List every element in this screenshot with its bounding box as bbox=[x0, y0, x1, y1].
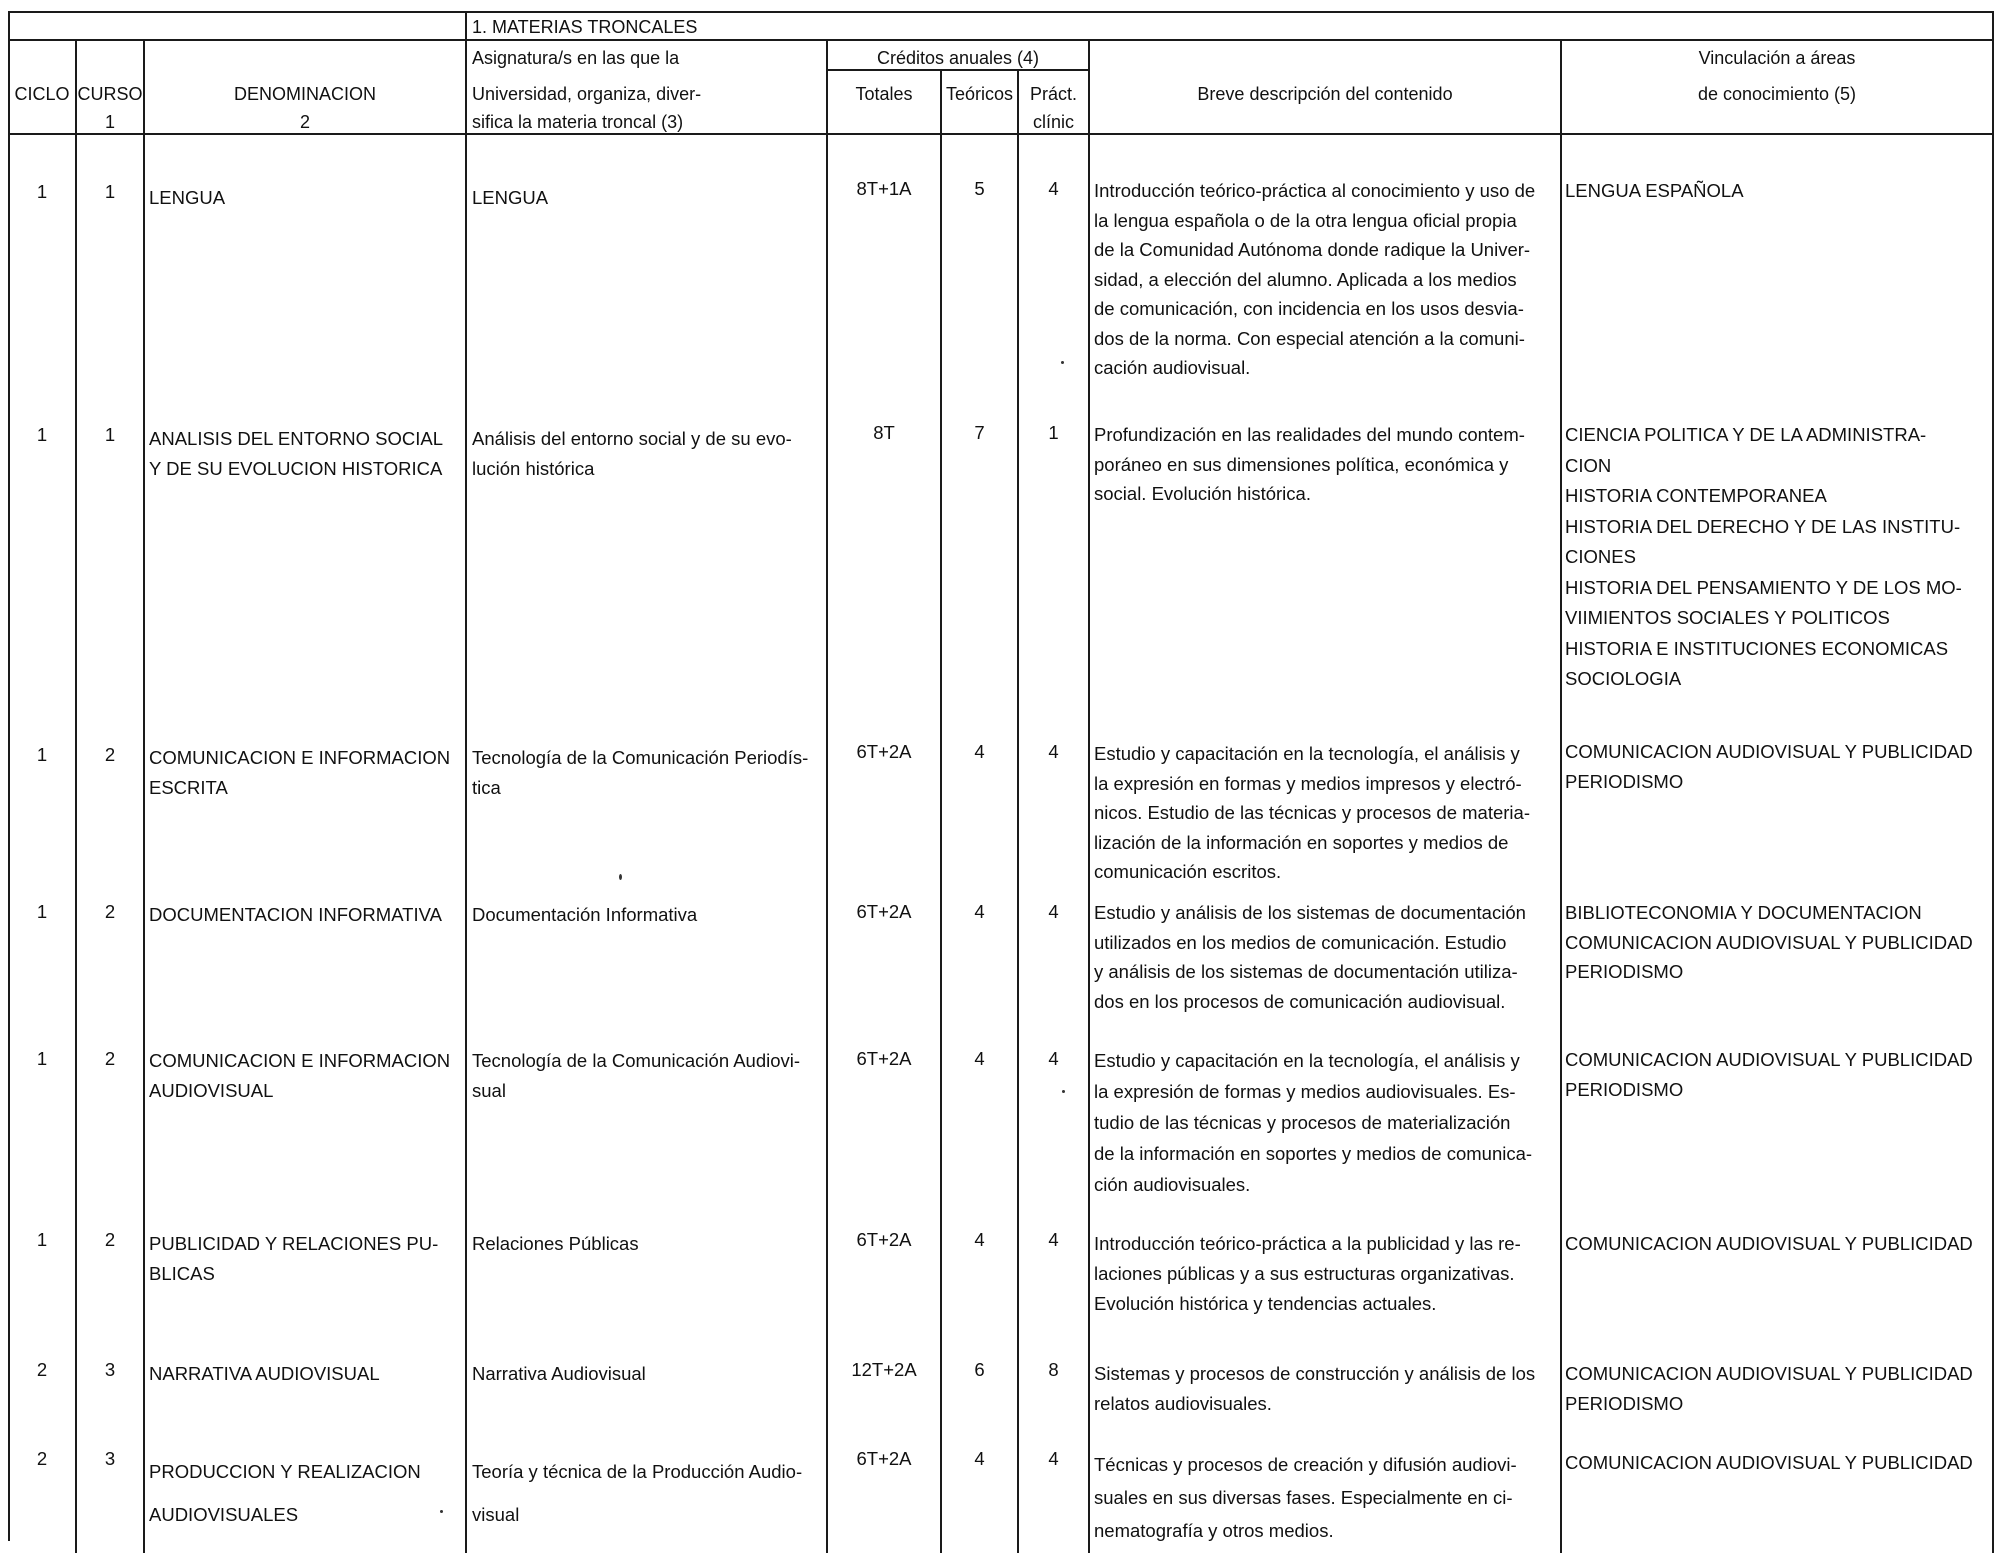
cell-descripcion: Estudio y capacitación en la tecnología, el análisis y la expresión en formas y medios impresos y electró- nicos. Estudio de las técnicas y procesos de materia- lización de la información en soportes y medios de comunicación escritos. bbox=[1094, 743, 1530, 882]
header-teoricos: Teóricos bbox=[945, 84, 1014, 104]
cell-curso: 2 bbox=[104, 901, 116, 922]
cell-totales: 6T+2A bbox=[856, 1448, 912, 1469]
cell-areas: BIBLIOTECONOMIA Y DOCUMENTACION COMUNICACION AUDIOVISUAL Y PUBLICIDAD PERIODISMO bbox=[1565, 902, 1973, 982]
header-curso-number: 1 bbox=[104, 112, 115, 132]
header-ciclo: CICLO bbox=[14, 84, 70, 104]
title-row-divider bbox=[8, 39, 1993, 41]
cell-denominacion: COMUNICACION E INFORMACION AUDIOVISUAL bbox=[149, 1050, 451, 1101]
col-divider-teoricos bbox=[1017, 69, 1019, 1553]
header-vinculacion-line1: Vinculación a áreas bbox=[1698, 48, 1856, 68]
cell-areas: COMUNICACION AUDIOVISUAL Y PUBLICIDAD PERIODISMO bbox=[1565, 1049, 1973, 1100]
cell-asignatura: Tecnología de la Comunicación Audiovi- sual bbox=[472, 1050, 801, 1101]
col-divider-denominacion bbox=[465, 11, 467, 1553]
cell-asignatura: Relaciones Públicas bbox=[472, 1233, 639, 1254]
table-top-border bbox=[8, 11, 1993, 13]
cell-curso: 2 bbox=[104, 744, 116, 765]
header-asignatura-line3: sifica la materia troncal (3) bbox=[472, 112, 684, 132]
cell-ciclo: 2 bbox=[36, 1359, 48, 1380]
cell-asignatura: Documentación Informativa bbox=[472, 904, 698, 925]
cell-asignatura: Teoría y técnica de la Producción Audio- visual bbox=[472, 1461, 803, 1525]
cell-areas: COMUNICACION AUDIOVISUAL Y PUBLICIDAD bbox=[1565, 1233, 1973, 1254]
col-divider-asignatura bbox=[826, 39, 828, 1553]
cell-curso: 3 bbox=[104, 1448, 116, 1469]
cell-ciclo: 1 bbox=[36, 181, 48, 202]
cell-teoricos: 7 bbox=[974, 422, 985, 443]
cell-descripcion: Profundización en las realidades del mundo contem- poráneo en sus dimensiones política, económica y social. Evolución histórica. bbox=[1094, 424, 1525, 504]
cell-areas: COMUNICACION AUDIOVISUAL Y PUBLICIDAD bbox=[1565, 1452, 1973, 1473]
cell-teoricos: 4 bbox=[974, 1229, 985, 1250]
table-left-border bbox=[8, 11, 10, 1541]
cell-descripcion: Estudio y análisis de los sistemas de documentación utilizados en los medios de comunicación. Estudio y análisis de los sistemas de documentación utiliza- dos en los procesos de comunicación audiovisual. bbox=[1094, 902, 1526, 1012]
cell-curso: 1 bbox=[104, 181, 116, 202]
cell-practicos: 1 bbox=[1048, 422, 1059, 443]
cell-areas: CIENCIA POLITICA Y DE LA ADMINISTRA- CION HISTORIA CONTEMPORANEA HISTORIA DEL DERECHO Y DE LAS INSTITU- CIONES HISTORIA DEL PENSAMIENTO Y DE LOS MO- VIIMIENTOS SOCIALES Y POLITICOS HISTORIA E INSTITUCIONES ECONOMICAS SOCIOLOGIA bbox=[1565, 424, 1962, 689]
cell-ciclo: 1 bbox=[36, 744, 48, 765]
col-divider-descripcion bbox=[1560, 39, 1562, 1553]
cell-practicos: 4 bbox=[1048, 901, 1059, 922]
header-asignatura-line1: Asignatura/s en las que la bbox=[472, 48, 680, 68]
cell-descripcion: Sistemas y procesos de construcción y análisis de los relatos audiovisuales. bbox=[1094, 1363, 1536, 1414]
cell-teoricos: 4 bbox=[974, 901, 985, 922]
scan-speck bbox=[619, 874, 622, 880]
header-practicos-line1: Práct. bbox=[1029, 84, 1077, 104]
header-denominacion-number: 2 bbox=[299, 112, 310, 132]
header-creditos: Créditos anuales (4) bbox=[876, 48, 1040, 68]
cell-practicos: 4 bbox=[1048, 178, 1059, 199]
cell-ciclo: 2 bbox=[36, 1448, 48, 1469]
cell-teoricos: 5 bbox=[974, 178, 985, 199]
header-practicos-line2: clínic bbox=[1032, 112, 1074, 132]
cell-practicos: 4 bbox=[1048, 741, 1059, 762]
header-asignatura-line2: Universidad, organiza, diver- bbox=[472, 84, 702, 104]
header-totales: Totales bbox=[855, 84, 913, 104]
creditos-subheader-divider bbox=[826, 69, 1088, 71]
cell-ciclo: 1 bbox=[36, 1048, 48, 1069]
cell-denominacion: DOCUMENTACION INFORMATIVA bbox=[149, 904, 442, 925]
section-title: 1. MATERIAS TRONCALES bbox=[472, 17, 698, 37]
table-right-border bbox=[1992, 11, 1994, 1553]
cell-teoricos: 6 bbox=[974, 1359, 985, 1380]
cell-denominacion: ANALISIS DEL ENTORNO SOCIAL Y DE SU EVOLUCION HISTORICA bbox=[149, 428, 444, 479]
cell-teoricos: 4 bbox=[974, 1048, 985, 1069]
cell-denominacion: PUBLICIDAD Y RELACIONES PU- BLICAS bbox=[149, 1233, 439, 1284]
col-divider-ciclo bbox=[75, 39, 77, 1553]
scan-speck bbox=[1061, 361, 1064, 364]
cell-totales: 6T+2A bbox=[856, 741, 912, 762]
col-divider-curso bbox=[143, 39, 145, 1553]
cell-totales: 6T+2A bbox=[856, 901, 912, 922]
header-denominacion: DENOMINACION bbox=[233, 84, 376, 104]
cell-teoricos: 4 bbox=[974, 741, 985, 762]
cell-totales: 8T bbox=[873, 422, 895, 443]
cell-curso: 3 bbox=[104, 1359, 116, 1380]
cell-descripcion: Introducción teórico-práctica a la publicidad y las re- laciones públicas y a sus estructuras organizativas. Evolución histórica y tendencias actuales. bbox=[1094, 1233, 1521, 1314]
cell-practicos: 8 bbox=[1048, 1359, 1059, 1380]
header-bottom-border bbox=[8, 133, 1993, 135]
cell-curso: 2 bbox=[104, 1229, 116, 1250]
cell-ciclo: 1 bbox=[36, 1229, 48, 1250]
cell-areas: COMUNICACION AUDIOVISUAL Y PUBLICIDAD PERIODISMO bbox=[1565, 741, 1973, 792]
cell-asignatura: Narrativa Audiovisual bbox=[472, 1363, 646, 1384]
cell-practicos: 4 bbox=[1048, 1229, 1059, 1250]
header-vinculacion-line2: de conocimiento (5) bbox=[1697, 84, 1857, 104]
cell-curso: 1 bbox=[104, 424, 116, 445]
header-curso: CURSO bbox=[77, 84, 143, 104]
scan-speck bbox=[440, 1510, 443, 1513]
cell-asignatura: Análisis del entorno social y de su evo- lución histórica bbox=[472, 428, 792, 479]
cell-descripcion: Técnicas y procesos de creación y difusión audiovi- suales en sus diversas fases. Especialmente en ci- nematografía y otros medios. bbox=[1094, 1454, 1517, 1541]
col-divider-practicos bbox=[1088, 39, 1090, 1553]
cell-totales: 6T+2A bbox=[856, 1229, 912, 1250]
cell-descripcion: Introducción teórico-práctica al conocimiento y uso de la lengua española o de la otra lengua oficial propia de la Comunidad Autónoma donde radique la Univer- sidad, a elección del alumno. Aplicada a los medios de comunicación, con incidencia en los usos desvia- dos de la norma. Con especial atención a la comuni- cación audiovisual. bbox=[1094, 180, 1536, 378]
cell-totales: 12T+2A bbox=[851, 1359, 917, 1380]
cell-asignatura: LENGUA bbox=[472, 187, 549, 208]
scan-speck bbox=[1062, 1090, 1065, 1093]
cell-totales: 8T+1A bbox=[856, 178, 912, 199]
cell-denominacion: LENGUA bbox=[149, 187, 226, 208]
cell-descripcion: Estudio y capacitación en la tecnología, el análisis y la expresión de formas y medios audiovisuales. Es- tudio de las técnicas y procesos de materialización de la información en soportes y medios de comunica- ción audiovisuales. bbox=[1094, 1050, 1533, 1195]
cell-ciclo: 1 bbox=[36, 424, 48, 445]
cell-areas: LENGUA ESPAÑOLA bbox=[1565, 180, 1744, 201]
col-divider-totales bbox=[940, 69, 942, 1553]
cell-curso: 2 bbox=[104, 1048, 116, 1069]
cell-denominacion: NARRATIVA AUDIOVISUAL bbox=[149, 1363, 380, 1384]
cell-denominacion: COMUNICACION E INFORMACION ESCRITA bbox=[149, 747, 451, 798]
cell-totales: 6T+2A bbox=[856, 1048, 912, 1069]
cell-ciclo: 1 bbox=[36, 901, 48, 922]
cell-areas: COMUNICACION AUDIOVISUAL Y PUBLICIDAD PERIODISMO bbox=[1565, 1363, 1973, 1414]
cell-asignatura: Tecnología de la Comunicación Periodís- tica bbox=[472, 747, 809, 798]
cell-teoricos: 4 bbox=[974, 1448, 985, 1469]
cell-denominacion: PRODUCCION Y REALIZACION AUDIOVISUALES bbox=[149, 1461, 421, 1525]
cell-practicos: 4 bbox=[1048, 1448, 1059, 1469]
cell-practicos: 4 bbox=[1048, 1048, 1059, 1069]
header-descripcion: Breve descripción del contenido bbox=[1197, 84, 1453, 104]
